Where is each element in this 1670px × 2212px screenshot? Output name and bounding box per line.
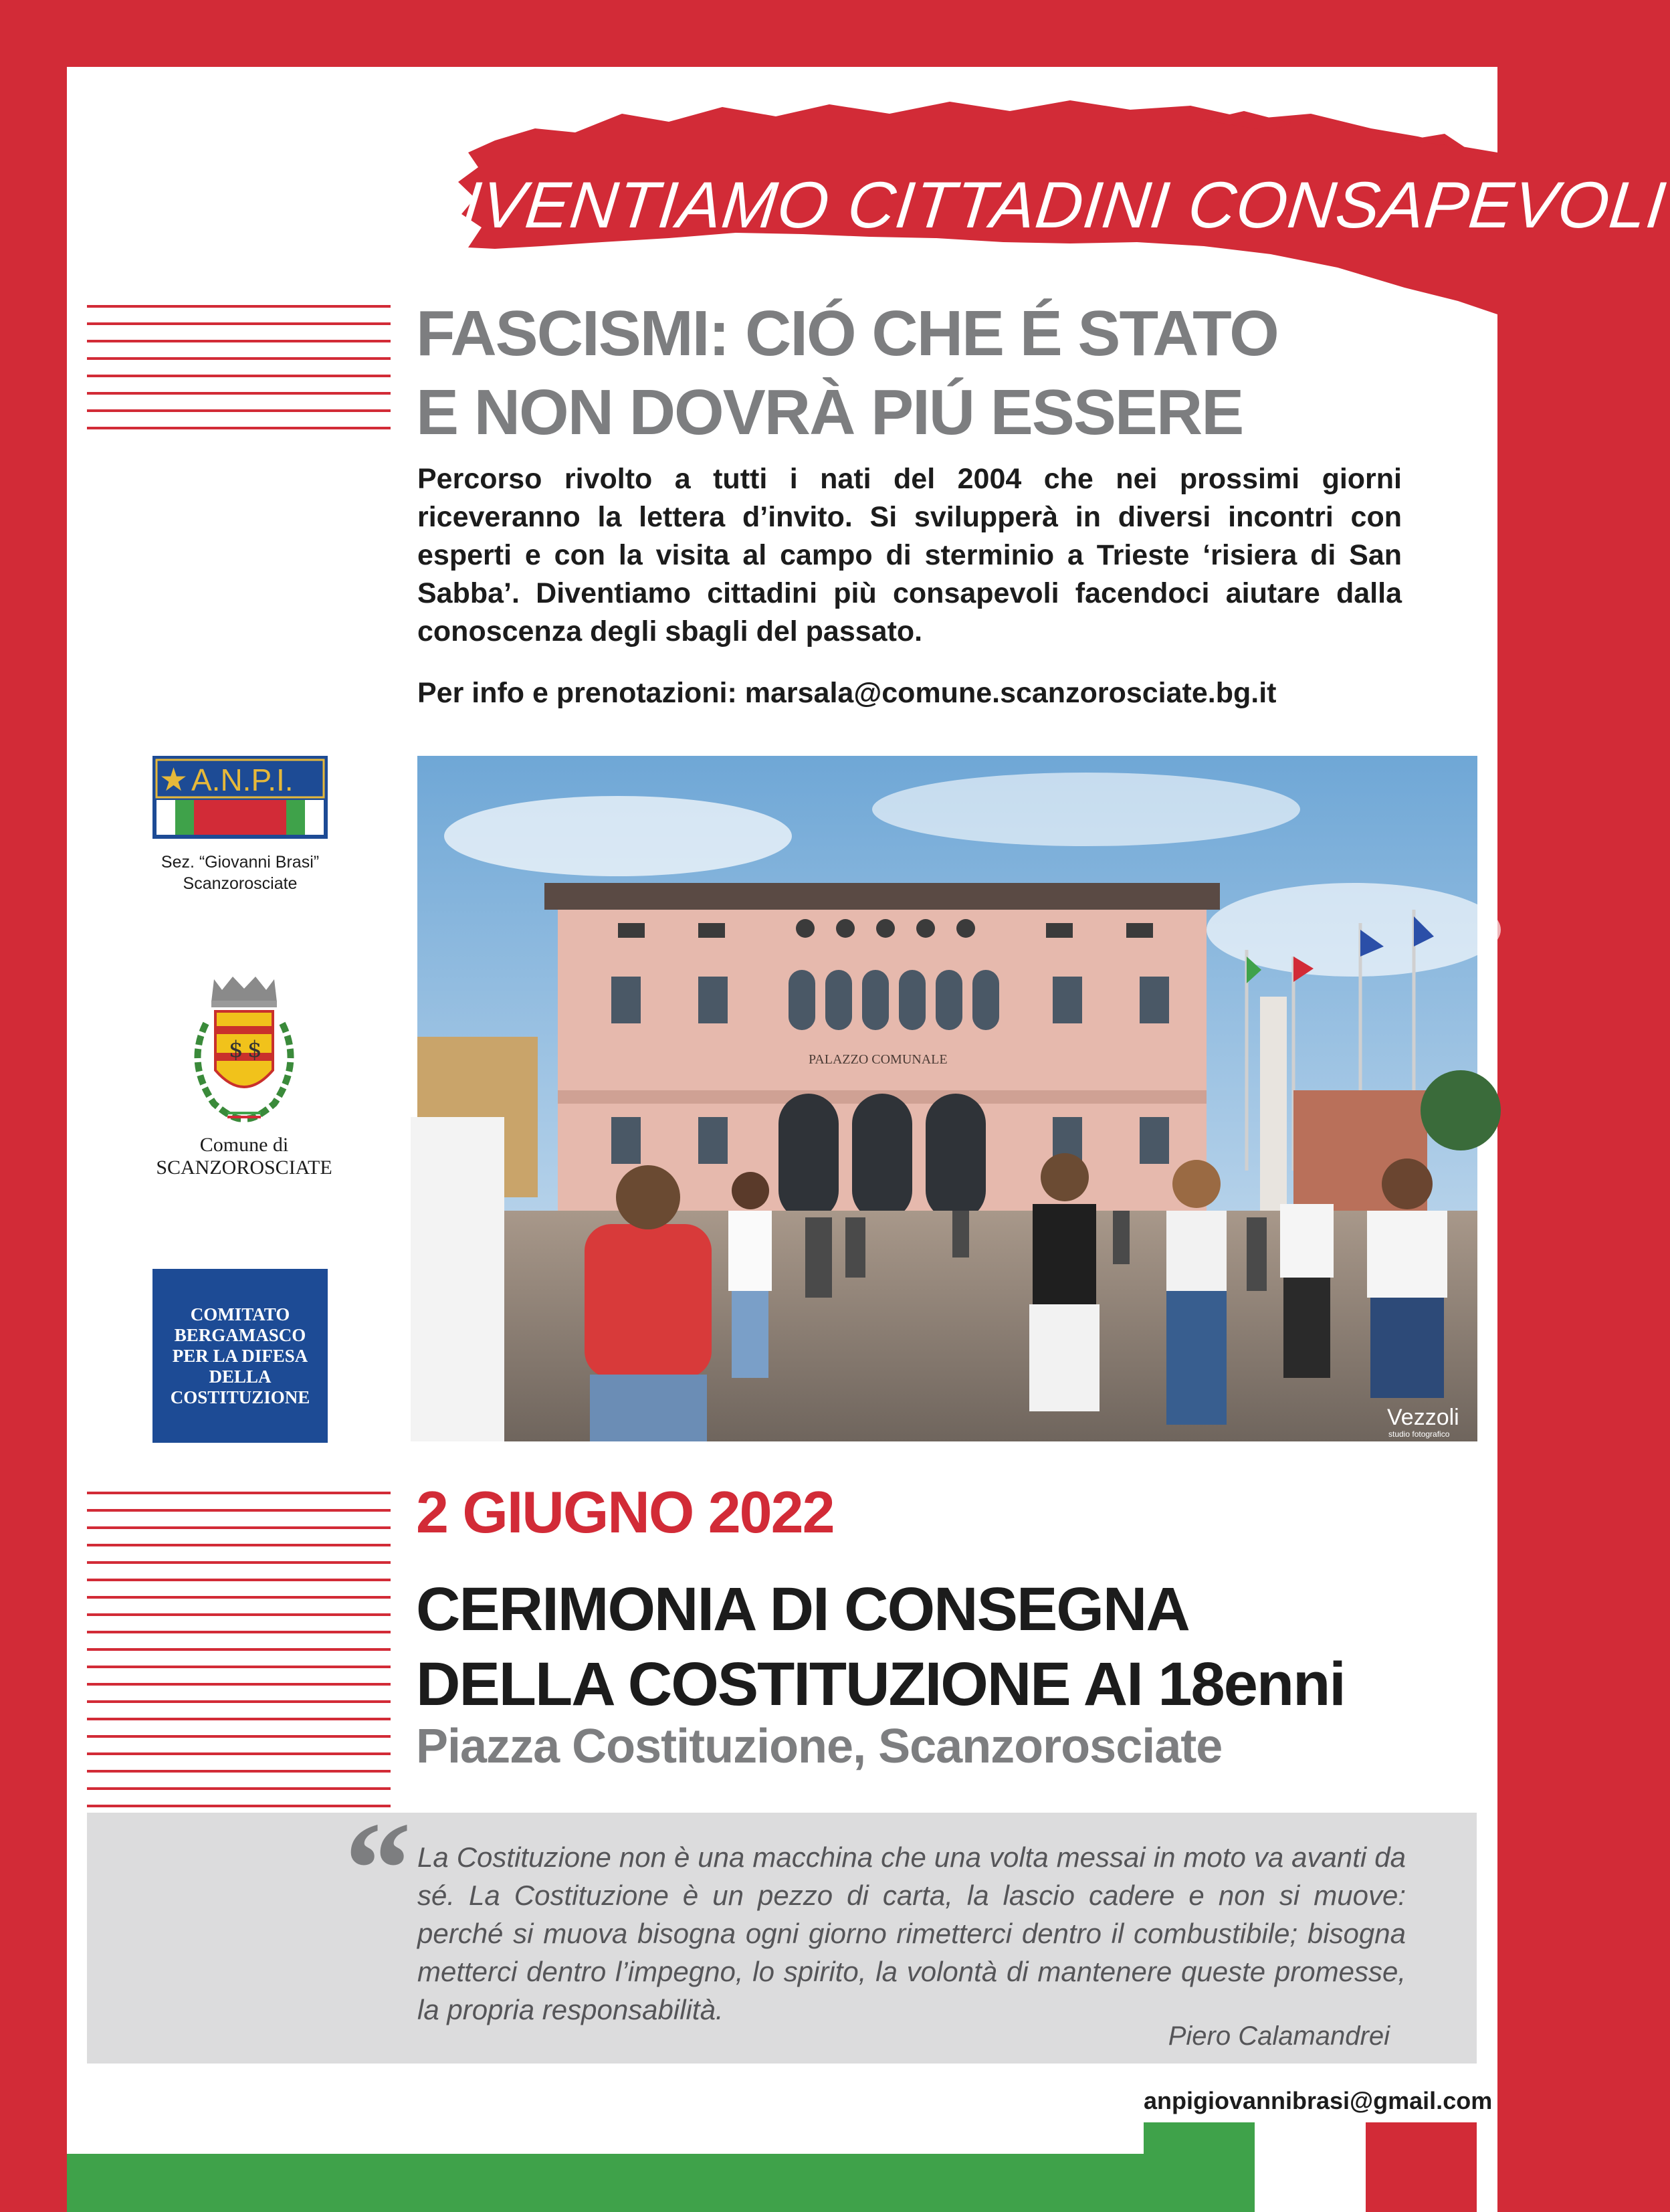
comitato-line-1: COMITATO xyxy=(190,1304,290,1324)
svg-text:★: ★ xyxy=(159,761,189,799)
comitato-line-4: DELLA xyxy=(209,1366,272,1387)
info-contact: Per info e prenotazioni: marsala@comune.scanzorosciate.bg.it xyxy=(417,677,1277,709)
anpi-caption-line-2: Scanzorosciate xyxy=(183,874,298,893)
flag-green xyxy=(1144,2122,1255,2212)
flag-red xyxy=(1366,2122,1477,2212)
decorative-stripes-top xyxy=(87,305,391,444)
intro-paragraph: Percorso rivolto a tutti i nati del 2004 che nei prossimi giorni riceveranno la lettera d’invito. Si svilupperà in diversi incontri con esperti e con la visita al campo di sterminio a Trieste ‘risiera di San Sabba’. Diventiamo cittadini più consapevoli facendoci aiutare dalla conoscenza degli sbagli del passato. xyxy=(417,463,1402,647)
decorative-stripes-bottom xyxy=(87,1492,391,1822)
comune-logo xyxy=(140,970,348,1179)
anpi-caption-line-1: Sez. “Giovanni Brasi” xyxy=(161,853,320,872)
green-band xyxy=(67,2154,1177,2212)
comitato-line-5: COSTITUZIONE xyxy=(170,1387,310,1407)
headline xyxy=(416,294,1419,452)
poster-panel xyxy=(67,67,1670,2212)
italian-flag-icon xyxy=(1144,2122,1477,2212)
comitato-line-3: PER LA DIFESA xyxy=(172,1345,308,1366)
quote-mark-icon: “ xyxy=(344,1795,411,1943)
svg-text:$: $ xyxy=(247,1036,262,1063)
photo-watermark: Vezzoli xyxy=(1387,1405,1459,1430)
comune-line-1: Comune di xyxy=(199,1134,289,1156)
banner-title: DIVENTIAMO CITTADINI CONSAPEVOLI xyxy=(411,168,1670,241)
building-sign: PALAZZO COMUNALE xyxy=(809,1052,948,1067)
flag-white xyxy=(1255,2122,1366,2212)
footer-email: anpigiovannibrasi@gmail.com xyxy=(1144,2087,1493,2114)
event-place: Piazza Costituzione, Scanzorosciate xyxy=(416,1720,1223,1773)
comitato-line-2: BERGAMASCO xyxy=(174,1324,306,1345)
comune-coat-of-arms-icon xyxy=(167,970,321,1130)
photo-watermark-sub: studio fotografico xyxy=(1388,1429,1450,1439)
town-hall-photo xyxy=(417,756,1477,1441)
event-title-line-1: CERIMONIA DI CONSEGNA xyxy=(416,1575,1189,1643)
anpi-name: A.N.P.I. xyxy=(191,763,294,797)
comune-line-2: SCANZOROSCIATE xyxy=(156,1157,332,1179)
svg-text:$: $ xyxy=(229,1036,243,1063)
event-title xyxy=(416,1572,1419,1722)
comitato-logo xyxy=(152,1269,328,1443)
headline-line-2: E NON DOVRÀ PIÚ ESSERE xyxy=(416,377,1243,448)
headline-line-1: FASCISMI: CIÓ CHE É STATO xyxy=(416,298,1278,369)
event-date: 2 GIUGNO 2022 xyxy=(416,1479,834,1545)
quote-author: Piero Calamandrei xyxy=(1168,2021,1390,2051)
event-title-line-2: DELLA COSTITUZIONE AI 18enni xyxy=(416,1650,1345,1718)
quote-box xyxy=(87,1795,1477,2064)
quote-text: La Costituzione non è una macchina che una volta messai in moto va avanti da sé. La Costituzione è un pezzo di carta, la lascio cadere e non si muove: perché si muova bisogna ogni giorno rimetterci dentro il combustibile; bisogna metterci dentro l’impegno, lo spirito, la volontà di mantenere queste promesse, la propria responsabilità. xyxy=(417,1841,1406,2025)
anpi-logo xyxy=(152,756,328,894)
anpi-emblem xyxy=(152,756,328,839)
